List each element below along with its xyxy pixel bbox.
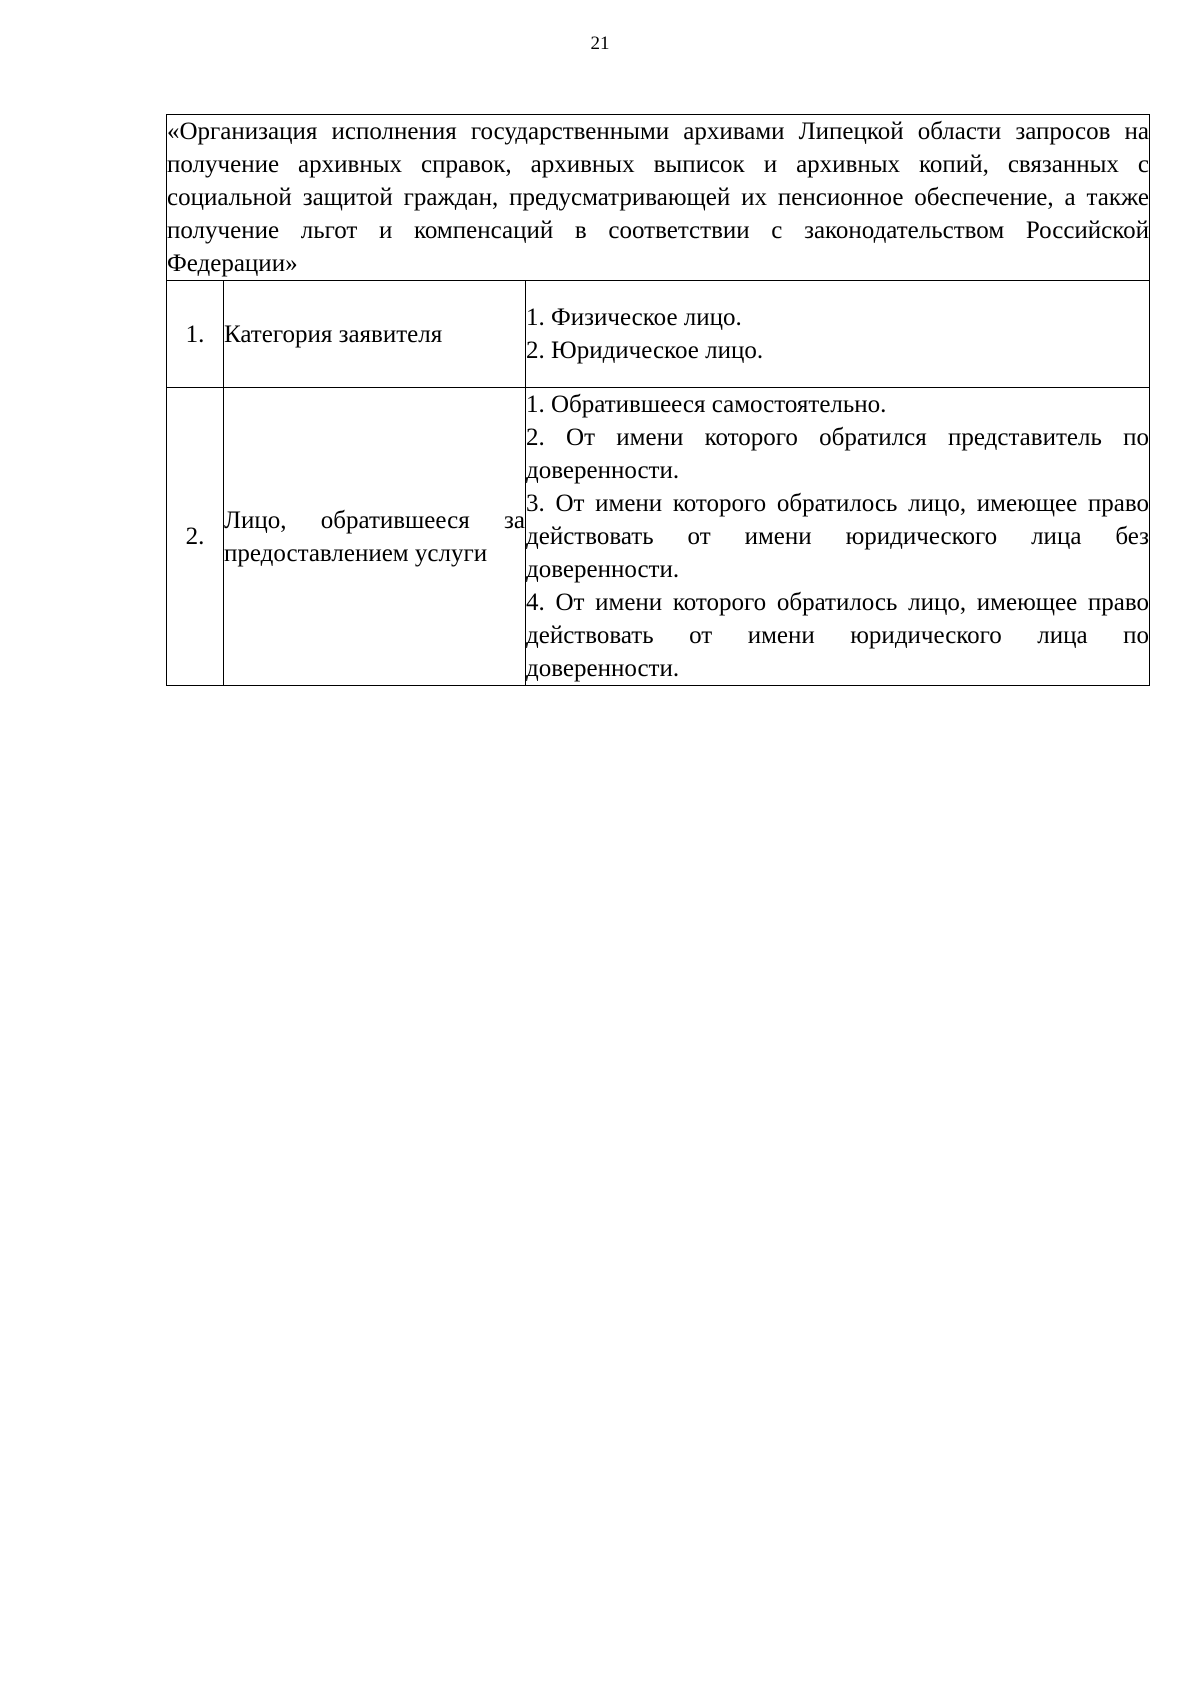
- service-table: [166, 114, 1150, 686]
- service-title-cell: «Организация исполнения государственными архивами Липецкой области запросов на получение архивных справок, архивных выписок и архивных копий, связанных с социальной защитой граждан, предусматривающей их пенсионное обеспечение, а также получение льгот и компенсаций в соответствии с законодательством Российской Федерации»: [167, 115, 1150, 281]
- value-item: 2. Юридическое лицо.: [526, 337, 764, 364]
- row-category: Лицо, обратившееся за предоставлением услуги: [224, 388, 526, 686]
- page-number: 21: [590, 33, 610, 54]
- row-values: [526, 388, 1150, 686]
- value-item: 2. От имени которого обратился представитель по доверенности.: [526, 424, 1150, 484]
- table-row: [167, 281, 1150, 388]
- value-item: 1. Физическое лицо.: [526, 304, 742, 331]
- value-item: 3. От имени которого обратилось лицо, имеющее право действовать от имени юридического лица без доверенности.: [526, 490, 1150, 583]
- row-category: Категория заявителя: [224, 281, 526, 388]
- table-row: [167, 388, 1150, 686]
- value-item: 4. От имени которого обратилось лицо, имеющее право действовать от имени юридического лица по доверенности.: [526, 589, 1150, 682]
- row-number: 2.: [167, 388, 224, 686]
- table-header-row: [167, 115, 1150, 281]
- value-item: 1. Обратившееся самостоятельно.: [526, 391, 887, 418]
- row-values: [526, 281, 1150, 388]
- row-number: 1.: [167, 281, 224, 388]
